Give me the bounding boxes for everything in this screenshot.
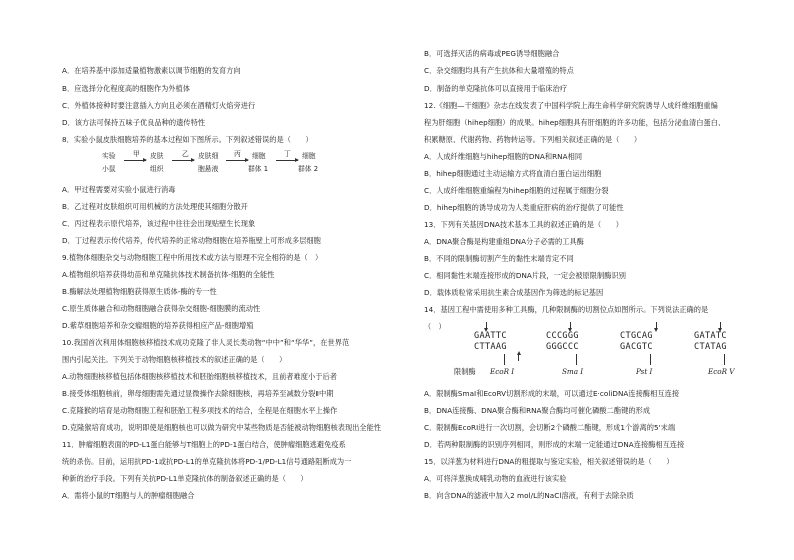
q8-option-c: C．丙过程表示原代培养，该过程中往往会出现贴壁生长现象 [62, 219, 256, 228]
q12-stem-2: 程为肝细胞（hihep细胞）的成果。hihep细胞具有肝细胞的许多功能，包括分泌血清白蛋白、 [424, 118, 726, 127]
q7-option-c: C．外植体接种时要注意插入方向且必须在酒精灯火焰旁进行 [62, 101, 256, 110]
flow-node-suspension-2: 胞悬液 [198, 165, 219, 173]
q10-stem-1: 10.我国首次利用体细胞核移植技术成功克隆了非人灵长类动物“中中”和“华华”，在世界范 [62, 338, 350, 347]
q11-stem-2: 统的杀伤。目前，运用抗PD-1或抗PD-L1的单克隆抗体将PD-1/PD-L1信号通路阻断成为一 [62, 457, 352, 466]
q7-option-a: A．在培养基中添加适量植物激素以调节细胞的发育方向 [62, 66, 241, 75]
q14-option-d: D．若两种限制酶的识别序列相同，则形成的末端一定能通过DNA连接酶相互连接 [424, 440, 685, 449]
flow-label-ding: 丁 [284, 150, 291, 158]
flow-label-jia: 甲 [133, 150, 140, 158]
flow-node-group2-1: 细胞 [302, 152, 316, 160]
flow-node-suspension-1: 皮肤细 [198, 152, 219, 160]
cut-arrow-ecorv-top [720, 322, 721, 329]
flow-node-mouse-2: 小鼠 [102, 165, 116, 173]
q13-option-a: A．DNA聚合酶是构建重组DNA分子必需的工具酶 [424, 237, 584, 246]
flow-node-group2-2: 群体 2 [298, 165, 319, 173]
q12-option-a: A．人成纤维细胞与hihep细胞的DNA和RNA相同 [424, 152, 583, 161]
q14-stem-1: 14．基因工程中需使用多种工具酶，几种限制酶的切割位点如图所示。下列说法正确的是 [424, 305, 709, 314]
q15-option-a: A．可将洋葱换成哺乳动物的血液进行该实验 [424, 474, 567, 483]
q11-stem-1: 11．肿瘤细胞表面的PD-L1蛋白能够与T细胞上的PD-1蛋白结合，使肿瘤细胞逃避免疫系 [62, 440, 346, 449]
q15-option-b: B．向含DNA的滤液中加入2 mol/L的NaCl溶液，有利于去除杂质 [424, 491, 634, 500]
q12-option-b: B．hihep细胞通过主动运输方式将血清白蛋白运出细胞 [424, 169, 602, 178]
enzyme-caption: 限制酶 [454, 367, 476, 376]
flow-node-group1-2: 群体 1 [248, 165, 269, 173]
q13-stem: 13．下列有关基因DNA技术基本工具的叙述正确的是（ ） [424, 220, 623, 229]
seq-psti-top: CTGCAG [620, 331, 653, 341]
enzyme-name-psti: Pst Ⅰ [636, 367, 653, 376]
seq-ecori-top: GAATTC [474, 331, 507, 341]
q7-option-d: D．该方法可保持五味子优良品种的遗传特性 [62, 118, 206, 127]
q12-stem-3: 积累糖原、代谢药物、药物转运等。下列相关叙述正确的是（ ） [424, 135, 642, 144]
flow-node-skin-1: 皮肤 [150, 152, 164, 160]
cut-arrow-ecori-bottom [518, 354, 519, 361]
q8-flow-diagram [102, 152, 352, 180]
q8-option-d: D．丁过程表示传代培养，传代培养的正常动物细胞在培养瓶壁上可形成多层细胞 [62, 236, 321, 245]
q11-option-a: A．需将小鼠的T细胞与人的肿瘤细胞融合 [62, 491, 195, 500]
q12-option-c: C．人成纤维细胞重编程为hihep细胞的过程属于细胞分裂 [424, 186, 609, 195]
flow-node-skin-2: 组织 [150, 165, 164, 173]
q12-option-d: D．hihep细胞的诱导成功为人类重症肝病的治疗提供了可能性 [424, 203, 624, 212]
q14-option-c: C．限制酶EcoRⅠ进行一次切割，会切断2个磷酸二酯键，形成1个游离的5'末端 [424, 423, 676, 432]
q13-option-b: B．不同的限制酶切割产生的黏性末端肯定不同 [424, 254, 574, 263]
leader-ecori [504, 354, 505, 365]
q10-option-a: A.动物细胞核移植包括体细胞核移植技术和胚胎细胞核移植技术，且前者难度小于后者 [62, 372, 337, 381]
restriction-enzyme-figure [454, 322, 764, 382]
flow-node-group1-1: 细胞 [252, 152, 266, 160]
q10-stem-2: 围内引起关注。下列关于动物细胞核移植技术的叙述正确的是（ ） [62, 355, 287, 364]
q9-option-b: B.酶解法处理植物细胞获得原生质体-酶的专一性 [62, 287, 217, 296]
q9-stem: 9.植物体细胞杂交与动物细胞工程中所用技术或方法与原理不完全相符的是（ ） [62, 253, 323, 262]
enzyme-name-ecori: EcoR Ⅰ [490, 367, 515, 376]
flow-arrow-1 [124, 160, 146, 161]
q8-stem: 8．实验小鼠皮肤细胞培养的基本过程如下图所示。下列叙述错误的是（ ） [62, 135, 313, 144]
flow-arrow-2 [172, 160, 194, 161]
q11-option-c: C．杂交细胞均具有产生抗体和大量增殖的特点 [424, 66, 574, 75]
q7-option-b: B．应选择分化程度高的细胞作为外植体 [62, 84, 191, 93]
q8-option-b: B．乙过程对皮肤组织可用机械的方法处理使其细胞分散开 [62, 202, 248, 211]
cut-arrow-smai-top [570, 322, 571, 329]
q11-stem-3: 种新的治疗手段。下列有关抗PD-L1单克隆抗体的制备叙述正确的是（ ） [62, 474, 308, 483]
q14-option-a: A．限制酶SmaⅠ和EcoRV切割形成的末端，可以通过E·coliDNA连接酶相互连接 [424, 389, 680, 398]
flow-label-bing: 丙 [234, 150, 241, 158]
q13-option-d: D．载体质粒常采用抗生素合成基因作为筛选的标记基因 [424, 288, 604, 297]
flow-label-yi: 乙 [182, 150, 189, 158]
seq-smai-top: CCCGGG [546, 331, 579, 341]
q14-option-b: B．DNA连接酶、DNA聚合酶和RNA聚合酶均可催化磷酸二酯键的形成 [424, 406, 651, 415]
q9-option-d: D.紫草细胞培养和杂交瘤细胞的培养获得相应产品-细胞增殖 [62, 321, 254, 330]
q11-option-b: B．可选择灭活的病毒或PEG诱导细胞融合 [424, 49, 560, 58]
q10-option-b: B.接受体细胞核前，卵母细胞需先通过显微操作去除细胞核，再培养至减数分裂Ⅱ中期 [62, 389, 334, 398]
q15-stem: 15．以洋葱为材料进行DNA的粗提取与鉴定实验，相关叙述错误的是（ ） [424, 457, 674, 466]
enzyme-name-smai: Sma Ⅰ [562, 367, 584, 376]
q14-stem-2: （ ） [424, 322, 446, 331]
q13-option-c: C．相同黏性末端连接形成的DNA片段，一定会被原限制酶识别 [424, 271, 626, 280]
q10-option-c: C.克隆猴的培育是动物细胞工程和胚胎工程多项技术的结合，全程是在细胞水平上操作 [62, 406, 338, 415]
enzyme-name-ecorv: EcoR Ⅴ [708, 367, 735, 376]
q8-option-a: A．甲过程需要对实验小鼠进行消毒 [62, 185, 176, 194]
flow-node-mouse-1: 实验 [102, 152, 116, 160]
q11-option-d: D．制备的单克隆抗体可以直接用于临床治疗 [424, 84, 568, 93]
seq-smai-bottom: GGGCCC [546, 342, 579, 352]
q9-option-a: A.植物组织培养获得幼苗和单克隆抗体技术制备抗体-细胞的全能性 [62, 270, 275, 279]
cut-arrow-ecori-top [486, 322, 487, 329]
q12-stem-1: 12.《细胞—干细胞》杂志在线发表了中国科学院上海生命科学研究院诱导人成纤维细胞重编 [424, 101, 718, 110]
q10-option-d: D.克隆猴培育成功，说明即使是细胞核也可以做为研究中某些物质是否能被动物细胞核表现出全能性 [62, 423, 382, 432]
seq-ecorv-bottom: CTATAG [694, 342, 727, 352]
cut-arrow-psti-top [656, 322, 657, 329]
leader-psti [650, 354, 651, 365]
seq-ecori-bottom: CTTAAG [474, 342, 507, 352]
seq-psti-bottom: GACGTC [620, 342, 653, 352]
leader-smai [576, 354, 577, 365]
leader-ecorv [724, 354, 725, 365]
flow-arrow-4 [276, 160, 298, 161]
flow-arrow-3 [226, 160, 248, 161]
seq-ecorv-top: GATATC [694, 331, 727, 341]
q9-option-c: C.原生质体融合和动物细胞融合获得杂交细胞-细胞膜的流动性 [62, 304, 261, 313]
